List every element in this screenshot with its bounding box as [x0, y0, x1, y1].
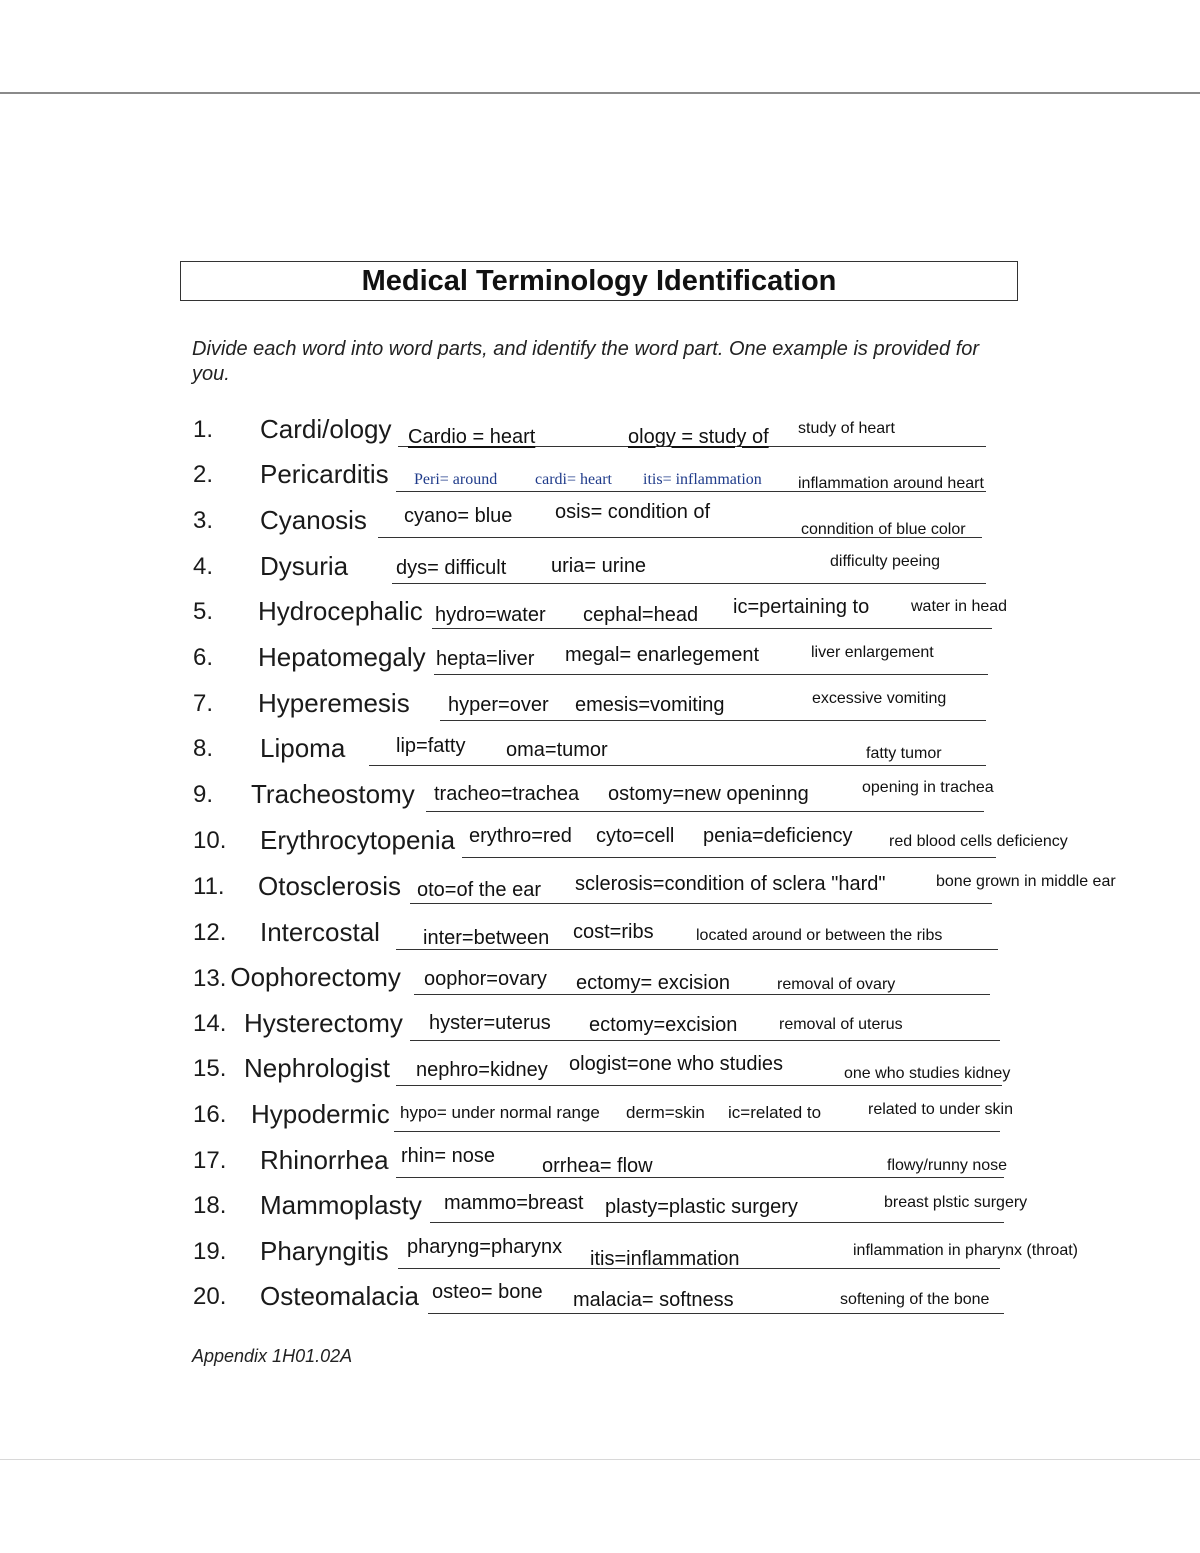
- term-definition: opening in trachea: [862, 779, 994, 796]
- row-number: 19.: [193, 1238, 227, 1265]
- term-row: [0, 682, 1200, 728]
- term-definition: inflammation in pharynx (throat): [853, 1242, 1078, 1259]
- row-number: 10.: [193, 827, 227, 854]
- term-row: [0, 819, 1200, 865]
- word-part: cyano= blue: [404, 505, 513, 527]
- word-part: hyster=uterus: [429, 1012, 551, 1034]
- word-part: hydro=water: [435, 604, 546, 626]
- term-definition: study of heart: [798, 420, 895, 437]
- word-part: oto=of the ear: [417, 879, 541, 901]
- answer-line: [428, 1313, 1004, 1314]
- word-part: penia=deficiency: [703, 825, 853, 847]
- answer-line: [410, 1040, 1000, 1041]
- word-part: ic=related to: [728, 1103, 822, 1122]
- word-part: oma=tumor: [506, 739, 608, 761]
- medical-term: Intercostal: [260, 917, 380, 947]
- word-part: sclerosis=condition of sclera "hard": [575, 873, 886, 895]
- word-part: osis= condition of: [555, 501, 711, 523]
- word-part: ologist=one who studies: [569, 1053, 784, 1075]
- word-part: hepta=liver: [436, 648, 535, 670]
- term-row: [0, 727, 1200, 773]
- word-part: ectomy=excision: [589, 1014, 738, 1036]
- appendix-footer: Appendix 1H01.02A: [192, 1346, 353, 1366]
- term-row: [0, 865, 1200, 911]
- row-number: 6.: [193, 644, 214, 671]
- word-part: mammo=breast: [444, 1192, 584, 1214]
- term-row: [0, 545, 1200, 591]
- row-number: 17.: [193, 1147, 227, 1174]
- word-part: malacia= softness: [573, 1289, 734, 1311]
- term-row: [0, 1184, 1200, 1230]
- term-row: [0, 956, 1200, 1002]
- medical-term: Hypodermic: [251, 1099, 390, 1129]
- word-part: derm=skin: [626, 1103, 705, 1122]
- term-definition: liver enlargement: [811, 644, 934, 661]
- term-row: [0, 590, 1200, 636]
- word-part: uria= urine: [551, 555, 647, 577]
- word-part: osteo= bone: [432, 1281, 543, 1303]
- word-part: cost=ribs: [573, 921, 654, 943]
- word-part: megal= enarlegement: [565, 644, 760, 666]
- term-row: [0, 1093, 1200, 1139]
- row-number: 2.: [193, 461, 214, 488]
- term-definition: one who studies kidney: [844, 1065, 1011, 1082]
- term-definition: water in head: [911, 598, 1008, 615]
- answer-line: [462, 857, 996, 858]
- word-part: hyper=over: [448, 694, 549, 716]
- term-row: [0, 1139, 1200, 1185]
- medical-term: Oophorectomy: [230, 962, 401, 992]
- word-part: Cardio = heart: [408, 426, 536, 448]
- term-definition: conndition of blue color: [801, 521, 966, 538]
- term-row: [0, 453, 1200, 499]
- medical-term: Rhinorrhea: [260, 1145, 389, 1175]
- answer-line: [392, 583, 986, 584]
- term-definition: bone grown in middle ear: [936, 873, 1116, 890]
- term-row: [0, 636, 1200, 682]
- instructions-text: Divide each word into word parts, and identify the word part. One example is provided for you.: [192, 338, 980, 385]
- answer-line: [434, 674, 988, 675]
- row-number: 9.: [193, 781, 214, 808]
- medical-term: Mammoplasty: [260, 1190, 422, 1220]
- term-definition: inflammation around heart: [798, 475, 984, 492]
- term-definition: difficulty peeing: [830, 553, 940, 570]
- word-part: itis=inflammation: [590, 1248, 740, 1270]
- medical-term: Nephrologist: [244, 1053, 390, 1083]
- medical-term: Cyanosis: [260, 505, 367, 535]
- term-row: [0, 911, 1200, 957]
- word-part: Peri= around: [414, 471, 498, 488]
- term-row: [0, 499, 1200, 545]
- medical-term: Cardi/ology: [260, 414, 392, 444]
- term-definition: excessive vomiting: [812, 690, 947, 707]
- answer-line: [410, 903, 992, 904]
- answer-line: [396, 1177, 1004, 1178]
- row-number: 7.: [193, 690, 214, 717]
- medical-term: Erythrocytopenia: [260, 825, 456, 855]
- medical-term: Tracheostomy: [251, 779, 415, 809]
- worksheet-title: Medical Terminology Identification: [180, 261, 1018, 301]
- row-number: 18.: [193, 1192, 227, 1219]
- word-part: dys= difficult: [396, 557, 507, 579]
- word-part: nephro=kidney: [416, 1059, 548, 1081]
- medical-term: Hydrocephalic: [258, 596, 423, 626]
- term-definition: fatty tumor: [866, 745, 942, 762]
- word-part: pharyng=pharynx: [407, 1236, 563, 1258]
- medical-term: Pericarditis: [260, 459, 389, 489]
- row-number: 3.: [193, 507, 214, 534]
- page-top-border: [0, 92, 1200, 94]
- word-part: orrhea= flow: [542, 1155, 653, 1177]
- word-part: lip=fatty: [396, 735, 466, 757]
- medical-term: Otosclerosis: [258, 871, 402, 901]
- word-part: inter=between: [423, 927, 550, 949]
- answer-line: [369, 765, 986, 766]
- word-part: ostomy=new openinng: [608, 783, 809, 805]
- term-row: [0, 1230, 1200, 1276]
- page-bottom-border: [0, 1459, 1200, 1460]
- word-part: ectomy= excision: [576, 972, 730, 994]
- term-row: [0, 773, 1200, 819]
- answer-line: [396, 1085, 1002, 1086]
- term-definition: related to under skin: [868, 1101, 1013, 1118]
- word-part: ology = study of: [628, 426, 769, 448]
- term-definition: breast plstic surgery: [884, 1194, 1028, 1211]
- term-definition: located around or between the ribs: [696, 927, 943, 944]
- word-part: tracheo=trachea: [434, 783, 580, 805]
- word-part: itis= inflammation: [643, 471, 762, 488]
- term-definition: red blood cells deficiency: [889, 833, 1068, 850]
- term-definition: removal of uterus: [779, 1016, 903, 1033]
- term-row: [0, 408, 1200, 454]
- row-number: 14.: [193, 1010, 227, 1037]
- word-part: cyto=cell: [596, 825, 675, 847]
- term-row: [0, 1275, 1200, 1321]
- row-number: 13.: [193, 965, 227, 992]
- medical-term: Hyperemesis: [258, 688, 410, 718]
- word-part: plasty=plastic surgery: [605, 1196, 798, 1218]
- row-number: 8.: [193, 735, 214, 762]
- medical-term: Osteomalacia: [260, 1281, 419, 1311]
- row-number: 15.: [193, 1055, 227, 1082]
- medical-term: Hepatomegaly: [258, 642, 426, 672]
- word-part: oophor=ovary: [424, 968, 547, 990]
- word-part: cardi= heart: [535, 471, 612, 488]
- medical-term: Dysuria: [260, 551, 349, 581]
- word-part: ic=pertaining to: [733, 596, 870, 618]
- term-number-and-word: [193, 962, 401, 993]
- term-definition: flowy/runny nose: [887, 1157, 1008, 1174]
- row-number: 20.: [193, 1283, 227, 1310]
- term-definition: softening of the bone: [840, 1291, 990, 1308]
- word-part: erythro=red: [469, 825, 572, 847]
- word-part: cephal=head: [583, 604, 699, 626]
- term-row: [0, 1002, 1200, 1048]
- term-row: [0, 1047, 1200, 1093]
- answer-line: [432, 628, 992, 629]
- answer-line: [440, 720, 986, 721]
- answer-line: [426, 811, 984, 812]
- answer-line: [394, 1131, 1000, 1132]
- row-number: 11.: [193, 873, 225, 900]
- row-number: 16.: [193, 1101, 227, 1128]
- row-number: 5.: [193, 598, 214, 625]
- answer-line: [430, 1222, 1004, 1223]
- word-part: rhin= nose: [401, 1145, 495, 1167]
- row-number: 1.: [193, 416, 214, 443]
- row-number: 12.: [193, 919, 227, 946]
- medical-term: Lipoma: [260, 733, 346, 763]
- word-part: emesis=vomiting: [575, 694, 725, 716]
- word-part: hypo= under normal range: [400, 1103, 600, 1122]
- medical-term: Pharyngitis: [260, 1236, 389, 1266]
- term-definition: removal of ovary: [777, 976, 896, 993]
- row-number: 4.: [193, 553, 214, 580]
- medical-term: Hysterectomy: [244, 1008, 403, 1038]
